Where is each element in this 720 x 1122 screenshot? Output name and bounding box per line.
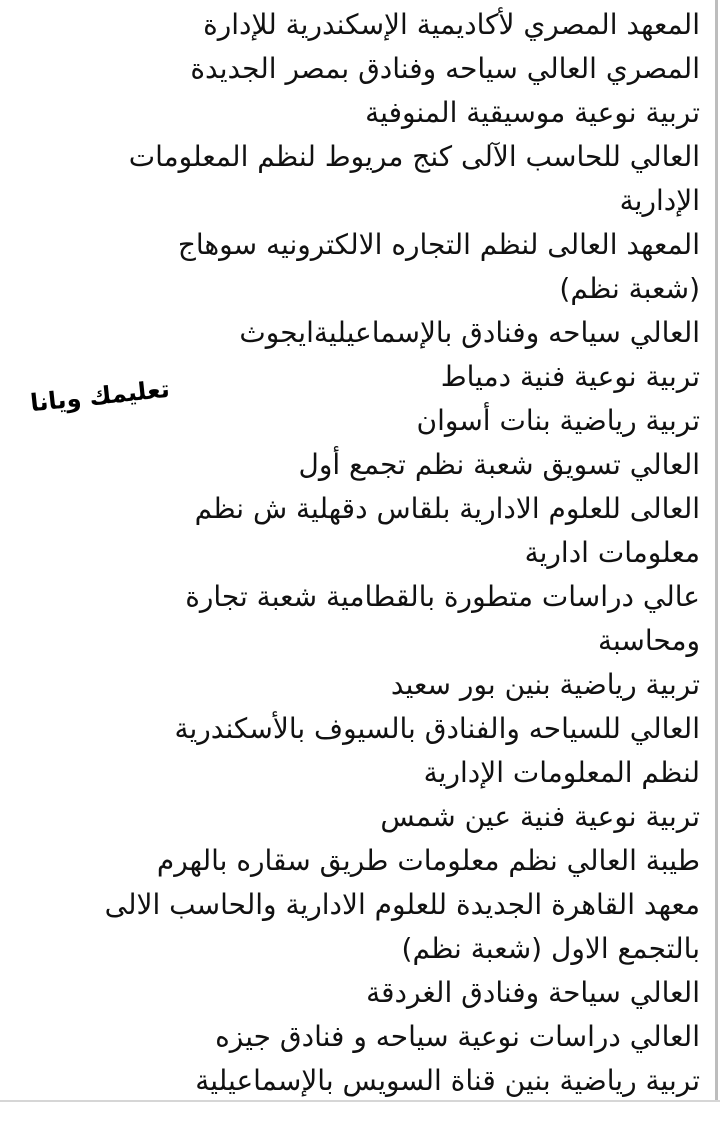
list-line: ومحاسبة [597,624,700,657]
list-line: العالي سياحة وفنادق الغردقة [366,976,700,1009]
watermark-text: تعليمك ويانا [28,374,172,418]
list-line: (شعبة نظم) [559,272,700,305]
list-line: تربية نوعية فنية دمياط [440,360,700,393]
list-line: العالي سياحه وفنادق بالإسماعيليةايجوث [239,316,700,349]
institute-list [0,3,700,1103]
list-line: تربية رياضية بنات أسوان [416,404,700,437]
list-line: الإدارية [619,184,700,217]
list-line: تربية رياضية بنين قناة السويس بالإسماعيلية [195,1064,700,1097]
list-line: العالى للعلوم الادارية بلقاس دقهلية ش نظم [194,492,700,525]
list-line: تربية نوعية موسيقية المنوفية [365,96,700,129]
scrollbar-track[interactable] [715,0,718,1100]
list-line: طيبة العالي نظم معلومات طريق سقاره بالهرم [156,844,700,877]
list-line: العالي دراسات نوعية سياحه و فنادق جيزه [215,1020,700,1053]
list-line: المصري العالي سياحه وفنادق بمصر الجديدة [190,52,700,85]
list-line: تربية رياضية بنين بور سعيد [390,668,700,701]
list-line: العالي للحاسب الآلى كنج مريوط لنظم المعلومات [128,140,700,173]
list-line: عالي دراسات متطورة بالقطامية شعبة تجارة [185,580,700,613]
list-line: المعهد العالى لنظم التجاره الالكترونيه سوهاج [177,228,700,261]
list-line: معلومات ادارية [524,536,700,569]
list-line: معهد القاهرة الجديدة للعلوم الادارية والحاسب الالى [104,888,700,921]
list-line: العالي تسويق شعبة نظم تجمع أول [298,448,700,481]
list-line: تربية نوعية فنية عين شمس [380,800,700,833]
bottom-divider [0,1100,720,1102]
list-line: العالي للسياحه والفنادق بالسيوف بالأسكندرية [174,712,700,745]
list-line: المعهد المصري لأكاديمية الإسكندرية للإدارة [203,8,700,41]
list-line: لنظم المعلومات الإدارية [423,756,700,789]
list-line: بالتجمع الاول (شعبة نظم) [401,932,700,965]
